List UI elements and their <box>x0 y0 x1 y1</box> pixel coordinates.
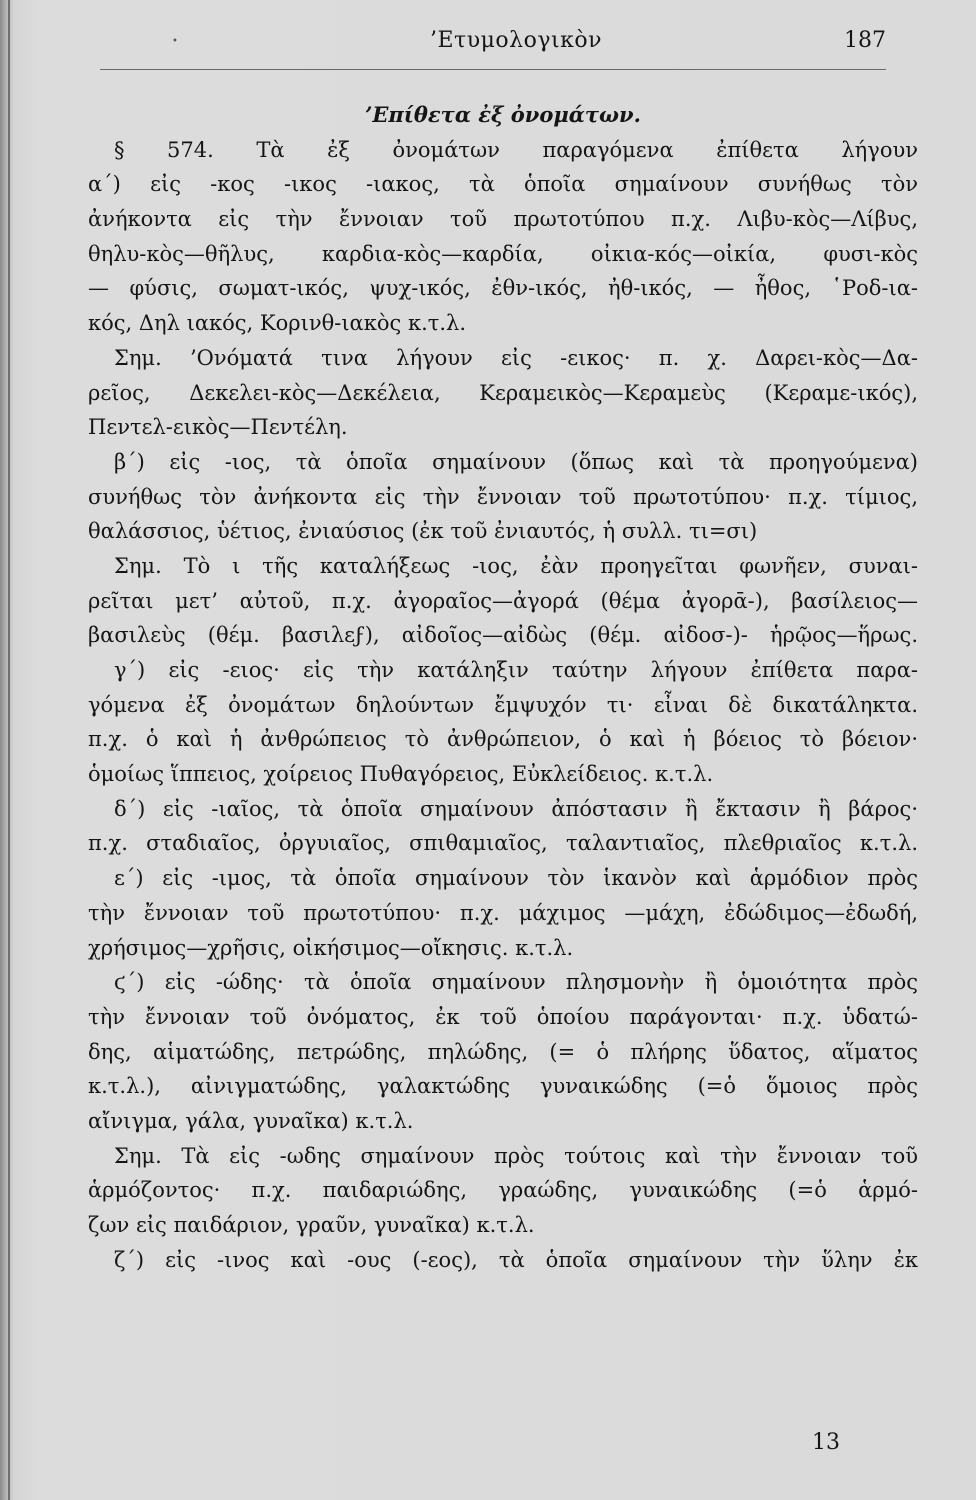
text-line: β΄) εἰς -ιος, τὰ ὁποῖα σημαίνουν (ὅπως καὶ τὰ προηγούμενα) <box>114 449 918 474</box>
header-dot: • <box>172 36 178 47</box>
binding-shadow <box>8 0 10 1500</box>
text-line: αἴνιγμα, γάλα, γυναῖκα) κ.τ.λ. <box>88 1108 414 1133</box>
text-line: τὴν ἔννοιαν τοῦ ὀνόματος, ἐκ τοῦ ὁποίου παράγονται· π.χ. ὑδατώ- <box>88 1004 918 1029</box>
text-line: δ΄) εἰς -ιαῖος, τὰ ὁποῖα σημαίνουν ἀπόστασιν ἢ ἔκτασιν ἢ βάρος· <box>114 796 918 821</box>
text-line: π.χ. ὁ καὶ ἡ ἀνθρώπειος τὸ ἀνθρώπειον, ὁ καὶ ἡ βόειος τὸ βόειον· <box>88 727 918 752</box>
text-line: γόμενα ἐξ ὀνομάτων δηλούντων ἔμψυχόν τι· εἶναι δὲ δικατάληκτα. <box>88 692 918 717</box>
text-line: ἁρμόζοντος· π.χ. παιδαριώδης, γραώδης, γυναικώδης (=ὁ ἁρμό- <box>88 1178 918 1203</box>
text-line: ζ΄) εἰς -ινος καὶ -ους (-εος), τὰ ὁποῖα σημαίνουν τὴν ὕλην ἐκ <box>114 1247 918 1272</box>
signature-mark: 13 <box>812 1430 840 1455</box>
text-line: χρήσιμος—χρῆσις, οἰκήσιμος—οἴκησις. κ.τ.λ. <box>88 935 574 960</box>
text-line: θαλάσσιος, ὑέτιος, ἐνιαύσιος (ἐκ τοῦ ἐνιαυτός, ἡ συλλ. τι=σι) <box>88 519 758 544</box>
text-line: δης, αἱματώδης, πετρώδης, πηλώδης, (= ὁ πλήρης ὕδατος, αἵματος <box>88 1039 918 1064</box>
text-line: βασιλεὺς (θέμ. βασιλεϝ), αἰδοῖος—αἰδὼς (θέμ. αἰδοσ-)- ἡρῷος—ἥρως. <box>88 623 918 648</box>
text-line: τὴν ἔννοιαν τοῦ πρωτοτύπου· π.χ. μάχιμος —μάχη, ἐδώδιμος—ἐδωδή, <box>88 900 918 925</box>
text-line: Σημ. Τὰ εἰς -ωδης σημαίνουν πρὸς τούτοις καὶ τὴν ἔννοιαν τοῦ <box>114 1143 918 1168</box>
text-line: ζων εἰς παιδάριον, γραῦν, γυναῖκα) κ.τ.λ. <box>88 1213 535 1237</box>
page-header <box>100 24 886 66</box>
text-line: Σημ. Τὸ ι τῆς καταλήξεως -ιος, ἐὰν προηγεῖται φωνῆεν, συναι- <box>114 553 918 578</box>
text-line: ρεῖος, Δεκελει-κὸς—Δεκέλεια, Κεραμεικὸς—Κεραμεὺς (Κεραμε-ικός), <box>88 380 918 405</box>
page-number: 187 <box>844 28 886 53</box>
text-line: συνήθως τὸν ἀνήκοντα εἰς τὴν ἔννοιαν τοῦ πρωτοτύπου· π.χ. τίμιος, <box>88 484 918 509</box>
text-line: Πεντελ-εικὸς—Πεντέλη. <box>88 415 348 440</box>
text-line: ρεῖται μετ’ αὐτοῦ, π.χ. ἀγοραῖος—ἀγορά (θέμα ἀγορᾱ-), βασίλειος— <box>88 588 918 613</box>
text-line: ὁμοίως ἵππειος, χοίρειος Πυθαγόρειος, Εὐκλείδειος. κ.τ.λ. <box>88 762 714 787</box>
text-line: κ.τ.λ.), αἰνιγματώδης, γαλακτώδης γυναικώδης (=ὁ ὅμοιος πρὸς <box>88 1074 918 1099</box>
text-line: § 574. Τὰ ἐξ ὀνομάτων παραγόμενα ἐπίθετα λήγουν <box>114 137 918 162</box>
text-line: γ΄) εἰς -ειος· εἰς τὴν κατάληξιν ταύτην λήγουν ἐπίθετα παρα- <box>114 658 918 682</box>
running-title: ’Ετυμολογικὸν <box>430 28 602 53</box>
text-line: — φύσις, σωματ-ικός, ψυχ-ικός, ἐθν-ικός, ἠθ-ικός, — ἦθος, ῾Ροδ-ια- <box>88 276 918 301</box>
text-line: α΄) εἰς -κος -ικος -ιακος, τὰ ὁποῖα σημαίνουν συνήθως τὸν <box>88 172 918 197</box>
text-line: ϛ΄) εἰς -ώδης· τὰ ὁποῖα σημαίνουν πλησμονὴν ἢ ὁμοιότητα πρὸς <box>114 970 918 995</box>
text-line: ἀνήκοντα εἰς τὴν ἔννοιαν τοῦ πρωτοτύπου π.χ. Λιβυ-κὸς—Λίβυς, <box>88 207 918 232</box>
text-line: Σημ. ’Ονόματά τινα λήγουν εἰς -εικος· π. χ. Δαρει-κὸς—Δα- <box>114 345 918 370</box>
section-heading: ’Επίθετα ἐξ ὀνομάτων. <box>365 102 641 127</box>
header-rule <box>100 69 886 70</box>
text-line: κός, Δηλ ιακός, Κορινθ-ιακὸς κ.τ.λ. <box>88 311 467 336</box>
page-body <box>88 98 918 1277</box>
text-line: ε΄) εἰς -ιμος, τὰ ὁποῖα σημαίνουν τὸν ἱκανὸν καὶ ἁρμόδιον πρὸς <box>114 866 918 891</box>
text-line: θηλυ-κὸς—θῆλυς, καρδια-κὸς—καρδία, οἰκια-κός—οἰκία, φυσι-κὸς <box>88 241 918 266</box>
text-line: π.χ. σταδιαῖος, ὀργυιαῖος, σπιθαμιαῖος, ταλαντιαῖος, πλεθριαῖος κ.τ.λ. <box>88 831 918 856</box>
